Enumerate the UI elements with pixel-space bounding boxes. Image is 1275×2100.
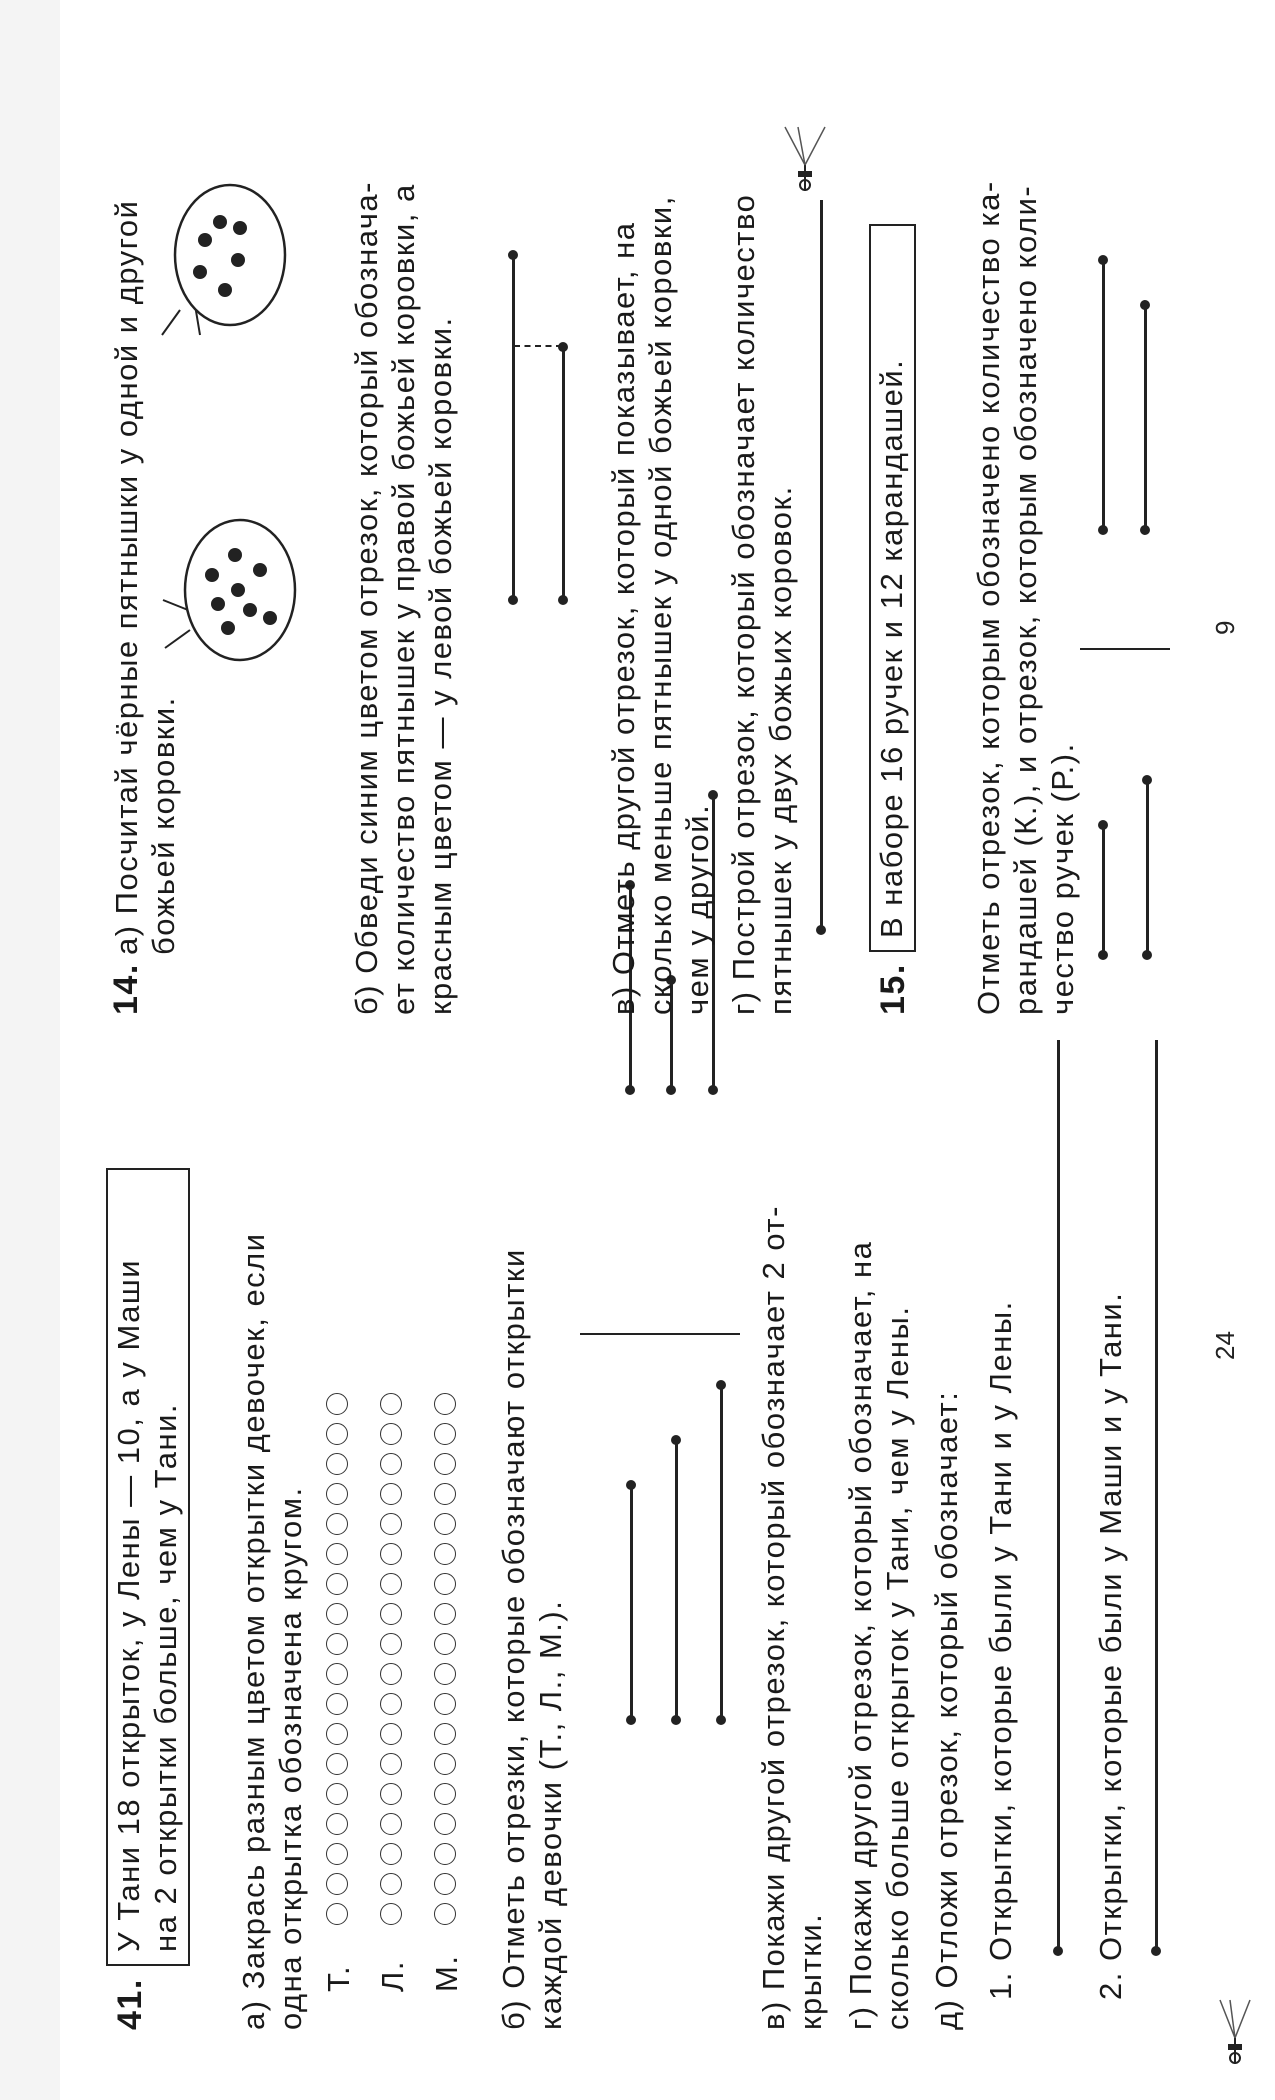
segment-15-left-1-end — [1098, 820, 1108, 830]
task-14-a-line1: а) Посчитай чёрные пятнышки у одной и другой — [109, 199, 144, 955]
part-g-line2: сколько больше открыток у Тани, чем у Лены. — [880, 1305, 915, 2030]
segment-15-right-2-end — [1140, 300, 1150, 310]
segment-left-3-start — [716, 1715, 726, 1725]
task-14-v-line3: чем у другой. — [680, 803, 715, 1015]
segment-left-2-end — [671, 1435, 681, 1445]
task-14-part-g — [725, 194, 799, 1015]
segment-left-1-start — [626, 1715, 636, 1725]
answer-line-1 — [1057, 1040, 1060, 1950]
segment-14-short-end — [558, 342, 568, 352]
task-41-part-b — [495, 1248, 569, 2030]
right-page-number: 9 — [1210, 620, 1240, 635]
task-14-number: 14. — [107, 963, 145, 1015]
segment-left-2 — [675, 1440, 678, 1720]
left-ladybug-icon — [160, 510, 305, 670]
divider-vertical-right — [1080, 648, 1170, 650]
part-b-line1: б) Отметь отрезки, которые обозначают открытки — [496, 1248, 531, 2030]
segment-left-3-end — [716, 1380, 726, 1390]
divider-vertical-left — [580, 1333, 740, 1335]
task-15-text — [970, 180, 1081, 1015]
task-14-part-v — [605, 195, 716, 1015]
segment-left-1 — [630, 1485, 633, 1720]
row-label-m: М. — [429, 1954, 464, 1992]
segment-14-short — [562, 347, 565, 600]
segment-14-long-start — [508, 595, 518, 605]
task-41-condition-line2: на 2 открытки больше, чем у Тани. — [148, 1402, 183, 1952]
task-14-g-line2: пятнышек у двух божьих коровок. — [763, 485, 798, 1015]
row-label-l: Л. — [375, 1960, 410, 1992]
task-15-line1: Отметь отрезок, которым обозначено количество ка- — [971, 180, 1006, 1015]
task-41-part-d: д) Отложи отрезок, который обозначает: — [929, 1390, 964, 2030]
task-14-a-line2: божьей коровки. — [146, 696, 181, 955]
scan-edge-shade — [0, 0, 60, 2100]
part-g-line1: г) Покажи другой отрезок, который обозначает, на — [843, 1240, 878, 2030]
task-14-v-line2: сколько меньше пятнышек у одной божьей коровки, — [643, 195, 678, 1015]
task-41-part-a — [235, 1232, 309, 2030]
task-15-number: 15. — [874, 963, 912, 1015]
segment-right-1-start — [625, 1085, 635, 1095]
answer-line-1-start — [1053, 1946, 1063, 1956]
right-ladybug-icon — [150, 180, 295, 340]
task-15-line2: рандашей (К.), и отрезок, которым обозначено коли- — [1008, 184, 1043, 1015]
segment-15-left-1-start — [1098, 950, 1108, 960]
task-15-condition-box: В наборе 16 ручек и 12 карандашей. — [869, 224, 916, 952]
segment-15-right-2 — [1144, 305, 1147, 530]
compass-icon-right — [770, 125, 845, 195]
task-15-line3: чество ручек (Р.). — [1045, 742, 1080, 1015]
task-14-b-line2: ет количество пятнышек у правой божьей коровки, а — [386, 183, 421, 1015]
circle-row-m — [434, 1385, 456, 1925]
answer-line-14-start — [816, 925, 826, 935]
task-41-item2: 2. Открытки, которые были у Маши и у Тани. — [1093, 1291, 1128, 2000]
part-v-line2: крытки. — [793, 1912, 828, 2030]
left-page-number: 24 — [1210, 1331, 1240, 1360]
segment-15-left-2 — [1146, 780, 1149, 955]
circle-row-t — [326, 1385, 348, 1925]
answer-line-14 — [820, 200, 823, 930]
segment-right-3-start — [708, 1085, 718, 1095]
segment-14-dashed-connector — [514, 345, 562, 347]
task-41-condition-line1: У Тани 18 открыток, у Лены — 10, а у Маши — [111, 1258, 146, 1952]
row-label-t: Т. — [321, 1964, 356, 1992]
segment-14-long-end — [508, 250, 518, 260]
task-14-b-line1: б) Обведи синим цветом отрезок, который обознача- — [349, 181, 384, 1015]
segment-15-right-2-start — [1140, 525, 1150, 535]
part-a-line2: одна открытка обозначена кругом. — [273, 1486, 308, 2030]
circle-row-l — [380, 1385, 402, 1925]
segment-14-short-start — [558, 595, 568, 605]
task-14-b-line3: красным цветом — у левой божьей коровки. — [423, 316, 458, 1015]
task-41-item1: 1. Открытки, которые были у Тани и у Лены. — [983, 1300, 1018, 2000]
compass-icon — [1210, 1998, 1268, 2068]
task-14-g-line1: г) Построй отрезок, который обозначает количество — [726, 193, 761, 1015]
segment-15-left-2-start — [1142, 950, 1152, 960]
segment-left-1-end — [626, 1480, 636, 1490]
segment-left-2-start — [671, 1715, 681, 1725]
answer-line-2-start — [1151, 1946, 1161, 1956]
answer-line-2 — [1155, 1040, 1158, 1950]
segment-14-long — [512, 255, 515, 600]
segment-15-right-1 — [1102, 260, 1105, 530]
segment-left-3 — [720, 1385, 723, 1720]
task-41-condition-box — [106, 1168, 190, 1966]
task-41-part-g — [842, 1241, 916, 2030]
segment-15-right-1-start — [1098, 525, 1108, 535]
part-v-line1: в) Покажи другой отрезок, который обозначает 2 от- — [756, 1205, 791, 2030]
task-41-number: 41. — [111, 1978, 149, 2030]
task-41-part-v — [755, 1205, 829, 2030]
segment-15-left-1 — [1102, 825, 1105, 955]
segment-right-2-start — [666, 1085, 676, 1095]
task-14-v-line1: в) Отметь другой отрезок, который показывает, на — [606, 221, 641, 1015]
segment-15-right-1-end — [1098, 255, 1108, 265]
part-a-line1: а) Закрась разным цветом открытки девочек, если — [236, 1232, 271, 2030]
part-b-line2: каждой девочки (Т., Л., М.). — [533, 1599, 568, 2030]
segment-15-left-2-end — [1142, 775, 1152, 785]
task-14-part-b — [348, 181, 459, 1015]
